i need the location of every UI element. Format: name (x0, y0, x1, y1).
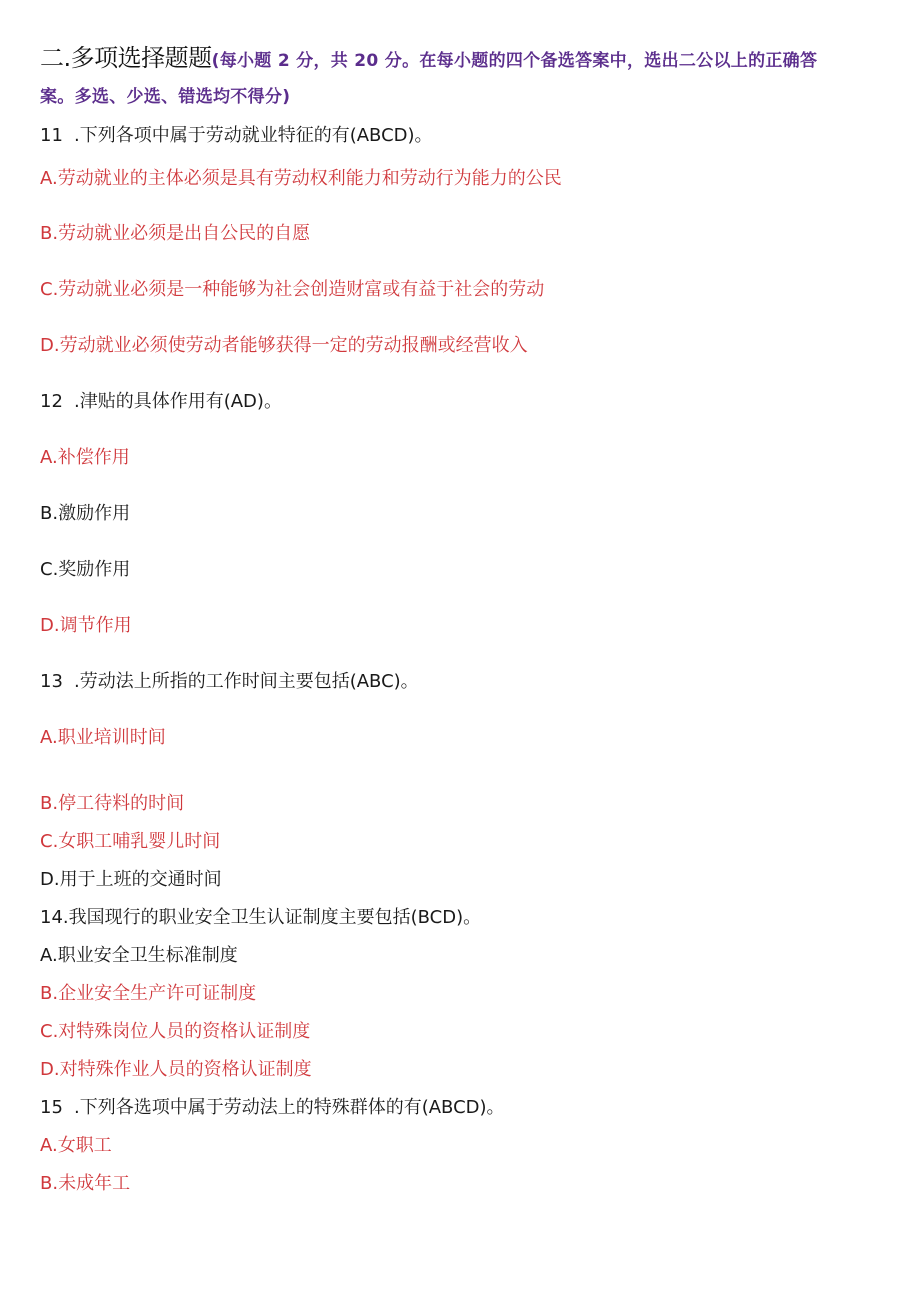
option-14-b: B.企业安全生产许可证制度 (40, 983, 257, 1004)
question-text: .津贴的具体作用有(AD)。 (74, 391, 282, 412)
question-text: .下列各项中属于劳动就业特征的有(ABCD)。 (74, 125, 433, 146)
question-12 (40, 390, 282, 414)
question-number: 11 (40, 125, 63, 146)
section-note-line1: (每小题 2 分，共 20 分。在每小题的四个备选答案中，选出二公以上的正确答 (211, 51, 818, 71)
question-11 (40, 124, 433, 148)
option-14-c: C.对特殊岗位人员的资格认证制度 (40, 1021, 311, 1042)
question-text: .下列各选项中属于劳动法上的特殊群体的有(ABCD)。 (74, 1097, 505, 1118)
option-14-d: D.对特殊作业人员的资格认证制度 (40, 1059, 312, 1080)
option-11-c: C.劳动就业必须是一种能够为社会创造财富或有益于社会的劳动 (40, 279, 545, 300)
option-11-d: D.劳动就业必须使劳动者能够获得一定的劳动报酬或经营收入 (40, 335, 528, 356)
question-13 (40, 670, 419, 694)
option-11-a: A.劳动就业的主体必须是具有劳动权利能力和劳动行为能力的公民 (40, 168, 562, 189)
option-13-a: A.职业培训时间 (40, 727, 166, 748)
option-13-b: B.停工待料的时间 (40, 793, 185, 814)
option-12-a: A.补偿作用 (40, 447, 130, 468)
question-number: 15 (40, 1097, 63, 1118)
question-15 (40, 1096, 505, 1120)
option-13-d: D.用于上班的交通时间 (40, 869, 222, 890)
question-14 (40, 906, 481, 930)
option-12-d: D.调节作用 (40, 615, 132, 636)
question-number: 12 (40, 391, 63, 412)
section-title: 二.多项选择题题 (40, 44, 212, 72)
section-heading (40, 40, 880, 115)
option-15-b: B.未成年工 (40, 1173, 131, 1194)
option-13-c: C.女职工哺乳婴儿时间 (40, 831, 221, 852)
option-14-a: A.职业安全卫生标准制度 (40, 945, 238, 966)
option-15-a: A.女职工 (40, 1135, 112, 1156)
section-note-line2: 案。多选、少选、错选均不得分) (40, 87, 291, 107)
question-text: .劳动法上所指的工作时间主要包括(ABC)。 (74, 671, 419, 692)
question-text: 14.我国现行的职业安全卫生认证制度主要包括(BCD)。 (40, 907, 482, 928)
question-number: 13 (40, 671, 63, 692)
option-12-b: B.激励作用 (40, 503, 131, 524)
option-11-b: B.劳动就业必须是出自公民的自愿 (40, 223, 311, 244)
option-12-c: C.奖励作用 (40, 559, 131, 580)
